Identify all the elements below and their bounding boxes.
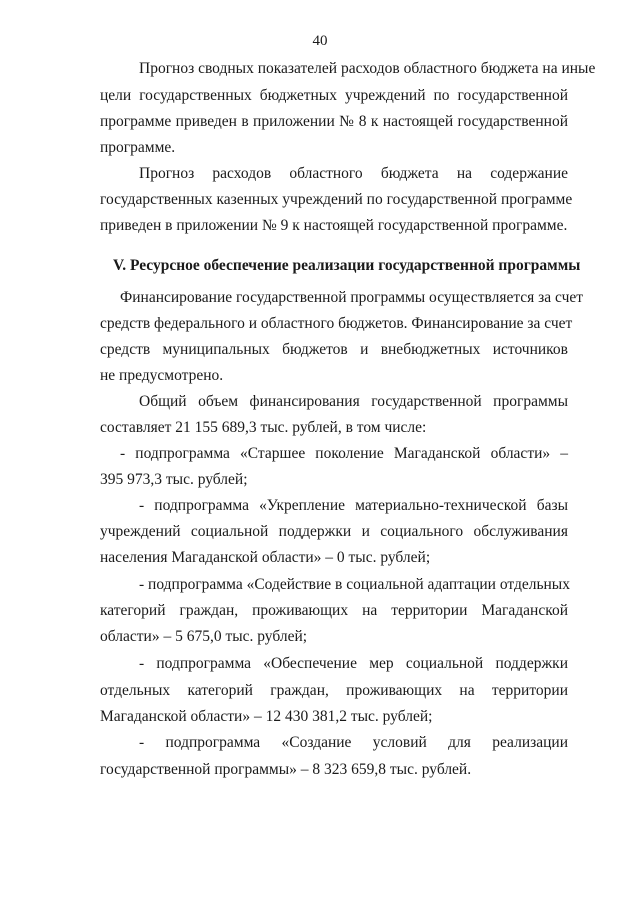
text-line: составляет 21 155 689,3 тыс. рублей, в том числе:: [100, 419, 427, 436]
text-line: государственных казенных учреждений по государственной программе: [100, 191, 573, 208]
text-line: - подпрограмма «Создание условий для реализации: [139, 734, 568, 751]
text-line: средств федерального и областного бюджетов. Финансирование за счет: [100, 315, 573, 332]
text-line: Общий объем финансирования государственной программы: [139, 393, 568, 410]
text-line: программе приведен в приложении № 8 к настоящей государственной: [100, 113, 568, 130]
text-line: категорий граждан, проживающих на территории Магаданской: [100, 602, 568, 619]
text-line: Магаданской области» – 12 430 381,2 тыс. рублей;: [100, 708, 433, 725]
text-line: Прогноз сводных показателей расходов областного бюджета на иные: [139, 60, 596, 77]
text-line: отдельных категорий граждан, проживающих на территории: [100, 682, 568, 699]
text-line: - подпрограмма «Старшее поколение Магаданской области» –: [120, 445, 568, 462]
text-line: государственной программы» – 8 323 659,8 тыс. рублей.: [100, 761, 472, 778]
section-heading: V. Ресурсное обеспечение реализации государственной программы: [113, 257, 581, 274]
text-line: средств муниципальных бюджетов и внебюджетных источников: [100, 341, 568, 358]
text-line: программе.: [100, 139, 176, 156]
text-line: - подпрограмма «Обеспечение мер социальной поддержки: [139, 655, 568, 672]
text-line: - подпрограмма «Укрепление материально-технической базы: [139, 497, 568, 514]
text-line: - подпрограмма «Содействие в социальной адаптации отдельных: [139, 576, 570, 593]
text-line: учреждений социальной поддержки и социального обслуживания: [100, 523, 568, 540]
text-line: цели государственных бюджетных учреждений по государственной: [100, 87, 568, 104]
text-line: населения Магаданской области» – 0 тыс. рублей;: [100, 549, 431, 566]
text-line: Финансирование государственной программы осуществляется за счет: [120, 289, 584, 306]
text-line: не предусмотрено.: [100, 367, 224, 384]
text-line: 395 973,3 тыс. рублей;: [100, 471, 248, 488]
text-line: приведен в приложении № 9 к настоящей государственной программе.: [100, 217, 568, 234]
text-line: области» – 5 675,0 тыс. рублей;: [100, 628, 308, 645]
text-line: Прогноз расходов областного бюджета на содержание: [139, 165, 568, 182]
page-number: 40: [312, 33, 328, 49]
